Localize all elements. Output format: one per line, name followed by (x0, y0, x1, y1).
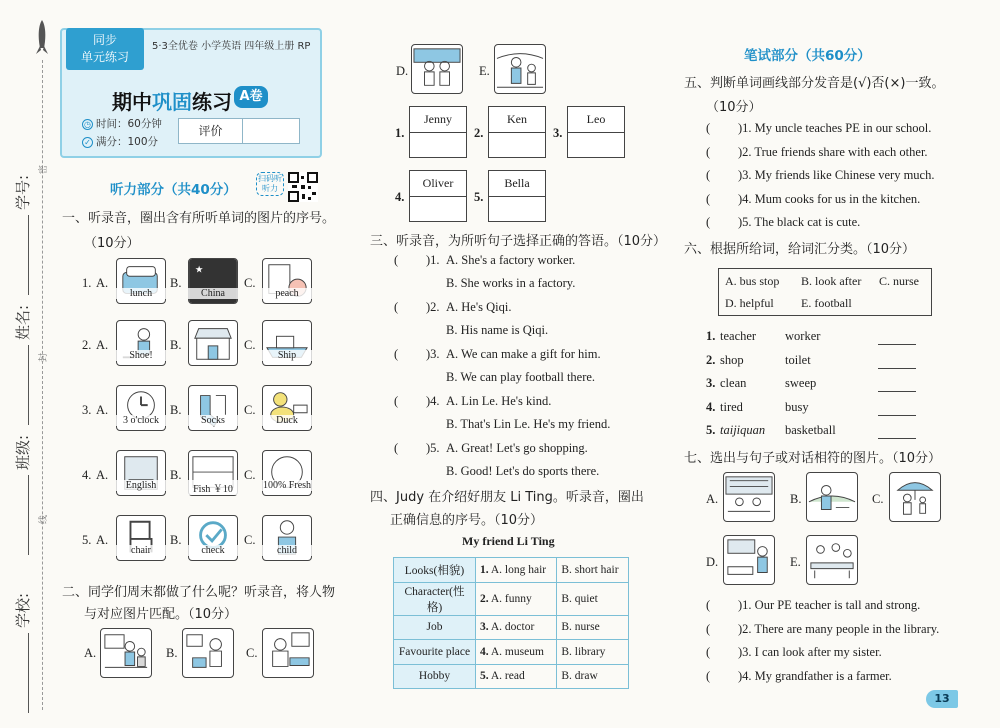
q6-answer-blank[interactable] (878, 335, 916, 345)
table-row (394, 582, 629, 615)
q1-picture-label: 100% Fresh (262, 480, 312, 491)
q3-option-b: B. She works in a factory. (446, 276, 576, 290)
name-label: Ken (489, 107, 545, 133)
q6-answer-blank[interactable] (878, 359, 916, 369)
q1-picture-label: Duck (262, 415, 312, 426)
q1-picture-label: China (188, 288, 238, 299)
answer-slot[interactable] (489, 197, 545, 221)
q6-word-1: taijiquan (720, 423, 766, 437)
answer-bracket[interactable]: ( (394, 253, 399, 267)
q1-option-letter: A. (96, 468, 109, 482)
option-a[interactable]: A. long hair (490, 563, 547, 576)
name-label: Jenny (410, 107, 466, 133)
evaluation-box (178, 118, 300, 144)
q2-opt-d: D. (396, 64, 409, 78)
q3-option-b: B. Good! Let's do sports there. (446, 464, 600, 478)
q4-stem: 四、Judy 在介绍好朋友 Li Ting。听录音，圈出 (370, 490, 644, 505)
option-a[interactable]: A. read (490, 670, 525, 683)
q2-name-number: 1. (395, 126, 405, 140)
q1-option-letter: A. (96, 276, 109, 290)
evaluation-field[interactable] (243, 119, 299, 143)
rocket-icon (34, 18, 50, 58)
binding-dash-line (42, 60, 43, 710)
option-a[interactable]: A. museum (490, 645, 544, 658)
svg-text:★: ★ (194, 264, 204, 276)
q1-option-letter: C. (244, 403, 256, 417)
q7-stem: 七、选出与句子或对话相符的图片。（10分） (684, 451, 942, 466)
mark-line: 线 (39, 514, 49, 524)
listening-title: 听力部分（共40分） (110, 182, 237, 198)
q7-pic-c-umbrella-sister[interactable] (889, 472, 941, 522)
number-blank[interactable] (28, 215, 29, 295)
q1-picture-label: lunch (116, 288, 166, 299)
option-b[interactable]: B. quiet (561, 592, 598, 605)
q1-stem: 一、听录音，圈出含有所听单词的图片的序号。 (62, 211, 336, 226)
writing-title: 笔试部分（共60分） (744, 48, 871, 64)
q3-option-a: A. Great! Let's go shopping. (446, 441, 588, 455)
q1-row-number: 1. (82, 276, 92, 290)
q7-pic-a-library[interactable] (723, 472, 775, 522)
q6-answer-blank[interactable] (878, 406, 916, 416)
q6-answer-blank[interactable] (878, 382, 916, 392)
row-header: Character(性格) (394, 582, 476, 615)
row-number: 1. (480, 563, 489, 576)
q1-option-letter: B. (170, 468, 182, 482)
q3-number: )1. (426, 253, 440, 267)
q6-number: 5. (706, 423, 716, 437)
answer-slot[interactable] (410, 197, 466, 221)
q1-option-letter: B. (170, 276, 182, 290)
name-box[interactable] (409, 170, 467, 222)
q7-pic-d-classroom[interactable] (723, 535, 775, 585)
q1-option-letter: C. (244, 468, 256, 482)
q5-sentence: )4. Mum cooks for us in the kitchen. (738, 191, 921, 206)
option-a[interactable]: A. funny (490, 592, 532, 605)
student-number-label: 学号: (14, 174, 32, 210)
word-a: A. bus stop (725, 274, 780, 288)
shop-icon[interactable] (188, 320, 238, 366)
q6-word-1: tired (720, 399, 743, 414)
name-box[interactable] (567, 106, 625, 158)
q5-stem: 五、判断单词画线部分发音是(√)否(×)一致。 (684, 76, 945, 91)
q1-row-number: 3. (82, 403, 92, 417)
answer-bracket[interactable]: ( (706, 215, 711, 229)
option-a[interactable]: A. doctor (490, 621, 535, 634)
q5-sentence: )1. My uncle teaches PE in our school. (738, 121, 932, 135)
option-b[interactable]: B. short hair (561, 563, 619, 576)
q1-row-number: 4. (82, 468, 92, 482)
answer-bracket[interactable]: ( (706, 645, 711, 659)
q6-word-2: basketball (785, 423, 836, 437)
q3-option-a: A. We can make a gift for him. (446, 347, 601, 361)
word-d: D. helpful (725, 296, 774, 310)
q1-option-letter: A. (96, 403, 109, 417)
option-cell[interactable] (476, 582, 557, 615)
answer-bracket[interactable]: ( (706, 191, 711, 206)
q7-opt-c: C. (872, 492, 884, 506)
q6-number: 2. (706, 352, 716, 367)
q2-pic-a-family-shopping[interactable] (100, 628, 152, 678)
q2-opt-e: E. (479, 64, 490, 78)
q2-stem: 二、同学们周末都做了什么呢？听录音，将人物 (62, 585, 336, 600)
word-b: B. look after (801, 274, 862, 288)
answer-bracket[interactable]: ( (706, 121, 711, 135)
class-blank[interactable] (28, 475, 29, 555)
school-blank[interactable] (28, 633, 29, 713)
q3-number: )2. (426, 300, 440, 314)
q1-option-letter: B. (170, 338, 182, 352)
q4-stem-cont: 正确信息的序号。（10分） (390, 513, 544, 528)
q2-name-number: 4. (395, 190, 405, 204)
name-box[interactable] (488, 170, 546, 222)
q4-table-title: My friend Li Ting (462, 534, 555, 548)
word-e: E. football (801, 296, 852, 310)
q1-option-letter: C. (244, 533, 256, 547)
answer-bracket[interactable]: ( (394, 441, 399, 455)
tag-line-1: 同步 (92, 33, 117, 47)
q3-option-a: A. He's Qiqi. (446, 300, 512, 314)
answer-bracket[interactable]: ( (394, 300, 399, 314)
q6-answer-blank[interactable] (878, 429, 916, 439)
mark-seal: 封 (39, 352, 49, 362)
q7-sentence: )4. My grandfather is a farmer. (738, 668, 892, 683)
q7-sentence: )2. There are many people in the library. (738, 621, 940, 636)
q6-word-2: toilet (785, 352, 811, 367)
q7-opt-d: D. (706, 555, 719, 569)
evaluation-label: 评价 (179, 119, 243, 143)
option-cell[interactable] (557, 664, 629, 689)
page-title: 期中巩固练习 (112, 90, 232, 114)
row-number: 5. (480, 670, 489, 683)
q2-stem-cont: 与对应图片匹配。（10分） (84, 607, 238, 622)
row-header: Looks(相貌) (394, 558, 476, 583)
q3-option-b: B. That's Lin Le. He's my friend. (446, 417, 611, 431)
school-label: 学校: (14, 592, 32, 628)
answer-slot[interactable] (568, 133, 624, 157)
row-header: Hobby (394, 664, 476, 689)
q3-option-b: B. His name is Qiqi. (446, 323, 549, 337)
q1-option-letter: C. (244, 276, 256, 290)
q2-pic-d-children-playing[interactable] (411, 44, 463, 94)
row-number: 3. (480, 621, 489, 634)
class-label: 班级: (14, 434, 32, 470)
q2-pic-e-park-walk[interactable] (494, 44, 546, 94)
q1-picture-label: child (262, 545, 312, 556)
q1-option-letter: A. (96, 533, 109, 547)
q2-pic-c-doctor[interactable] (262, 628, 314, 678)
q1-option-letter: A. (96, 338, 109, 352)
option-cell[interactable] (557, 640, 629, 665)
option-cell[interactable] (557, 558, 629, 583)
q3-option-a: A. She's a factory worker. (446, 253, 576, 267)
page-number: 13 (926, 690, 958, 708)
answer-slot[interactable] (410, 133, 466, 157)
answer-bracket[interactable]: ( (706, 144, 711, 159)
table-row (394, 558, 629, 583)
option-b[interactable]: B. nurse (561, 621, 600, 634)
q2-name-number: 3. (553, 126, 563, 140)
q1-picture-label: 3 o'clock (116, 415, 166, 426)
q6-word-box (718, 268, 932, 316)
name-label: Oliver (410, 171, 466, 197)
q1-option-letter: B. (170, 533, 182, 547)
answer-bracket[interactable]: ( (706, 621, 711, 636)
q6-stem: 六、根据所给词，给词汇分类。（10分） (684, 242, 916, 257)
q7-pic-b-farmer[interactable] (806, 472, 858, 522)
q3-number: )5. (426, 441, 440, 455)
q7-pic-e-people-reading[interactable] (806, 535, 858, 585)
score-info: ✓ 满分：100分 (82, 134, 158, 149)
name-label: Bella (489, 171, 545, 197)
check-circle-icon: ✓ (82, 137, 93, 148)
unit-tag (66, 28, 144, 70)
option-cell[interactable] (476, 640, 557, 665)
q1-picture-label: Shoe! (116, 350, 166, 361)
q7-opt-a: A. (706, 492, 719, 506)
q5-sentence: )5. The black cat is cute. (738, 215, 861, 229)
q6-word-1: clean (720, 376, 747, 390)
name-box[interactable] (488, 106, 546, 158)
option-cell[interactable] (476, 558, 557, 583)
row-header: Job (394, 615, 476, 640)
q2-name-number: 5. (474, 190, 484, 204)
q2-opt-a: A. (84, 646, 97, 660)
q4-info-table (393, 557, 629, 689)
table-row (394, 615, 629, 640)
q3-stem: 三、听录音，为所听句子选择正确的答语。（10分） (370, 234, 667, 249)
answer-bracket[interactable]: ( (706, 598, 711, 612)
table-row (394, 664, 629, 689)
option-b[interactable]: B. library (561, 645, 606, 658)
qr-code-icon[interactable] (288, 172, 318, 202)
answer-slot[interactable] (489, 133, 545, 157)
clock-icon: ◷ (82, 119, 93, 130)
option-b[interactable]: B. draw (561, 670, 598, 683)
q1-picture-label: English (116, 480, 166, 491)
q7-opt-e: E. (790, 555, 801, 569)
q2-opt-c: C. (246, 646, 258, 660)
row-header: Favourite place (394, 640, 476, 665)
q3-number: )4. (426, 394, 440, 408)
q6-word-2: sweep (785, 376, 817, 390)
name-blank[interactable] (28, 345, 29, 425)
answer-bracket[interactable]: ( (706, 168, 711, 182)
option-cell[interactable] (476, 615, 557, 640)
q7-sentence: )3. I can look after my sister. (738, 645, 882, 659)
q6-word-1: shop (720, 352, 744, 367)
q6-word-2: busy (785, 399, 809, 414)
answer-bracket[interactable]: ( (706, 668, 711, 683)
row-number: 2. (480, 592, 489, 605)
q7-opt-b: B. (790, 492, 802, 506)
q6-word-1: teacher (720, 329, 757, 343)
time-info: ◷ 时间：60分钟 (84, 118, 162, 130)
series-line: 5·3全优卷 小学英语 四年级上册 RP (152, 41, 311, 52)
q1-option-letter: C. (244, 338, 256, 352)
q6-word-2: worker (785, 329, 821, 343)
q3-option-a: A. Lin Le. He's kind. (446, 394, 552, 408)
name-label: Leo (568, 107, 624, 133)
q1-picture-label: peach (262, 288, 312, 299)
q6-number: 1. (706, 329, 716, 343)
answer-bracket[interactable]: ( (394, 394, 399, 408)
q2-opt-b: B. (166, 646, 178, 660)
row-number: 4. (480, 645, 489, 658)
tag-line-2: 单元练习 (80, 50, 129, 64)
q1-picture-label: Socks (188, 415, 238, 426)
q1-row-number: 5. (82, 533, 92, 547)
q7-sentence: )1. Our PE teacher is tall and strong. (738, 598, 921, 612)
q5-sentence: )2. True friends share with each other. (738, 144, 928, 159)
q6-number: 4. (706, 399, 716, 414)
qr-caption: 扫码听听力 (256, 172, 284, 196)
q1-row-number: 2. (82, 338, 92, 352)
answer-bracket[interactable]: ( (394, 347, 399, 361)
student-name-label: 姓名: (14, 304, 32, 340)
q1-option-letter: B. (170, 403, 182, 417)
q3-option-b: B. We can play football there. (446, 370, 596, 384)
q1-picture-label: Fish ￥10 (188, 480, 238, 495)
paper-badge: A卷 (234, 86, 268, 108)
q5-sentence: )3. My friends like Chinese very much. (738, 168, 935, 182)
q3-number: )3. (426, 347, 440, 361)
q5-points: （10分） (706, 100, 762, 115)
table-row (394, 640, 629, 665)
q1-points: （10分） (84, 236, 140, 251)
option-cell[interactable] (476, 664, 557, 689)
option-cell[interactable] (557, 615, 629, 640)
mark-secret: 密 (39, 164, 49, 174)
q2-name-number: 2. (474, 126, 484, 140)
word-c: C. nurse (879, 274, 919, 288)
q6-number: 3. (706, 376, 716, 390)
option-cell[interactable] (557, 582, 629, 615)
q1-picture-label: chair (116, 545, 166, 556)
name-box[interactable] (409, 106, 467, 158)
q1-picture-label: check (188, 545, 238, 556)
q1-picture-label: Ship (262, 350, 312, 361)
q2-pic-b-boy-cooking[interactable] (182, 628, 234, 678)
